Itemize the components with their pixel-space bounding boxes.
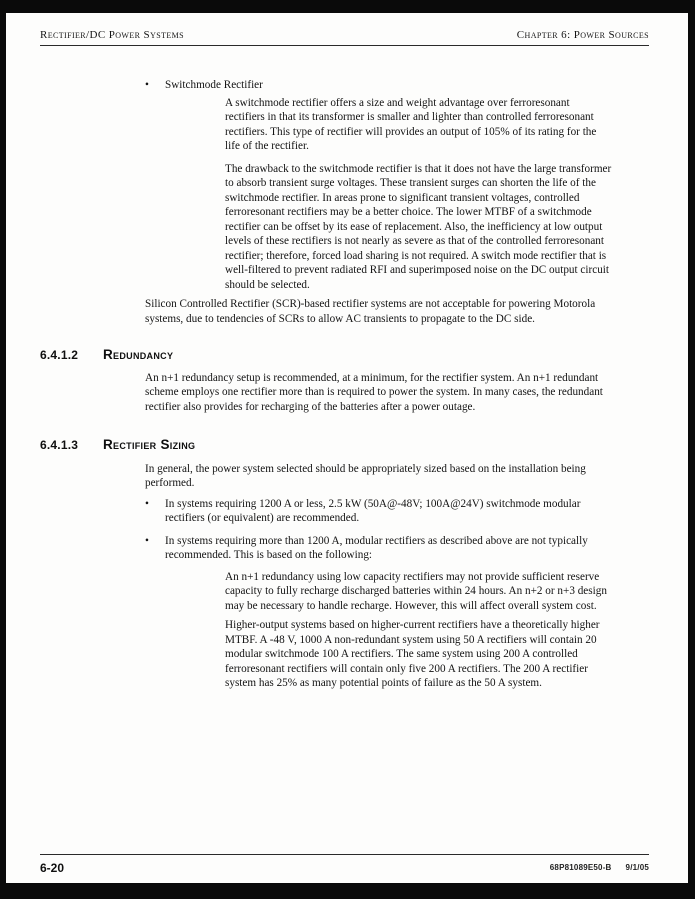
page-number: 6-20: [40, 861, 65, 875]
section-heading-rectifier-sizing: [40, 438, 649, 453]
section-title: Rectifier Sizing: [103, 437, 196, 452]
paragraph-scr: Silicon Controlled Rectifier (SCR)-based rectifier systems are not acceptable for powering Motorola systems, due to tendencies of SCRs to allow AC transients to propagate to the DC side.: [145, 298, 596, 325]
paragraph-switchmode-1: A switchmode rectifier offers a size and weight advantage over ferroresonant rectifiers in that its transformer is smaller and lighter than controlled ferroresonant rectifiers. This type of rectifier will provides an output of 105% of its rating for the life of the rectifier.: [225, 96, 597, 152]
paragraph-sizing-sub-1: An n+1 redundancy using low capacity rectifiers may not provide sufficient reserve capacity to fully recharge discharged batteries within 24 hours. An n+2 or n+3 design may be necessary to handle recharge. However, this will affect overall system cost.: [225, 570, 607, 612]
bullet-icon: •: [145, 79, 149, 91]
paragraph-redundancy: An n+1 redundancy setup is recommended, at a minimum, for the rectifier system. An n+1 redundant scheme employs one rectifier more than is required to power the system. In many cases, the redundant rectifier also provides for recharging of the batteries after a power outage.: [145, 371, 603, 413]
paragraph-sizing-intro: In general, the power system selected should be appropriately sized based on the installation being performed.: [145, 462, 586, 489]
bullet-icon: •: [145, 497, 149, 510]
page-footer: [40, 854, 649, 875]
list-item-label: Switchmode Rectifier: [165, 79, 263, 91]
section-number: 6.4.1.3: [40, 438, 79, 452]
page-content: [40, 60, 649, 691]
document-number: 68P81089E50-B: [549, 863, 612, 872]
running-header: [40, 29, 649, 46]
paragraph-switchmode-2: The drawback to the switchmode rectifier is that it does not have the large transformer to absorb transient surge voltages. These transient surges can shorten the life of the switchmode rectifier. In areas prone to significant transient voltages, controlled ferroresonant rectifiers may be a better choice. The lower MTBF of a switchmode rectifier can be offset by its ease of replacement. Also, the inefficiency at low output levels of these rectifiers is not nearly as severe as that of the controlled ferroresonant rectifier; therefore, forced load sharing is not required. A switch mode rectifier that is well-filtered to prevent radiated RFI and superimposed noise on the DC output circuit should be selected.: [225, 162, 612, 291]
document-date: 9/1/05: [625, 863, 649, 872]
section-number: 6.4.1.2: [40, 348, 79, 362]
document-page: [6, 13, 688, 883]
list-item-switchmode: [145, 78, 649, 93]
paragraph-sizing-sub-2: Higher-output systems based on higher-current rectifiers have a theoretically higher MTBF. A -48 V, 1000 A non-redundant system using 50 A rectifiers will contain 20 modular switchmode 100 A rectifiers. The same system using 200 A controlled ferroresonant rectifiers will contain only five 200 A rectifiers. The 200 A rectifier system has 25% as many potential points of failure as the 50 A system.: [225, 619, 600, 689]
running-header-left: Rectifier/DC Power Systems: [40, 29, 185, 41]
list-item-sizing-2: [145, 534, 649, 563]
section-title: Redundancy: [103, 347, 174, 362]
running-header-right: Chapter 6: Power Sources: [516, 29, 649, 41]
footer-document-info: [550, 861, 649, 872]
section-heading-redundancy: [40, 348, 649, 363]
bullet-icon: •: [145, 534, 149, 547]
list-item-sizing-1: [145, 497, 649, 526]
list-item-text: In systems requiring more than 1200 A, modular rectifiers as described above are not typically recommended. This is based on the following:: [165, 534, 588, 561]
list-item-text: In systems requiring 1200 A or less, 2.5 kW (50A@-48V; 100A@24V) switchmode modular rectifiers (or equivalent) are recommended.: [165, 497, 581, 524]
